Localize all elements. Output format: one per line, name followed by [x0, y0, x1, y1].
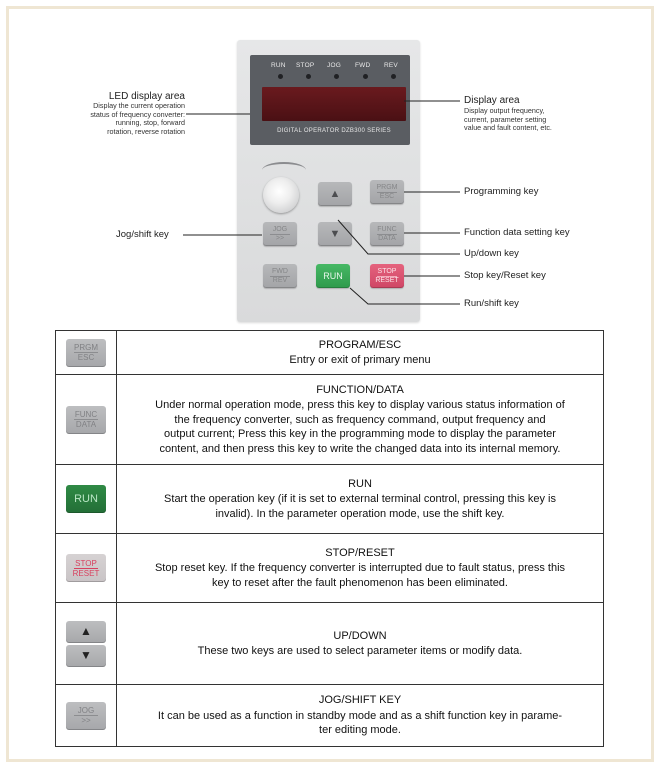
run-key-image — [66, 485, 106, 513]
key-top-label: FWD — [272, 267, 288, 275]
key-image-cell — [56, 685, 117, 747]
callout-line-runshift — [350, 288, 460, 304]
key-top-label: FUNC — [377, 225, 397, 233]
up-arrow-icon: ▲ — [329, 188, 341, 200]
description-cell — [117, 603, 604, 685]
callout-line-updown — [338, 220, 460, 254]
key-bottom-label: RESET — [72, 568, 100, 578]
description-cell — [117, 685, 604, 747]
key-bottom-label: ESC — [77, 353, 95, 362]
row-text-line: Entry or exit of primary menu — [289, 354, 431, 366]
key-top-label: STOP — [75, 558, 97, 568]
display-area-title: Display area — [464, 95, 520, 106]
key-top-label: FUNC — [74, 410, 98, 419]
function-key-annotation: Function data setting key — [464, 227, 570, 238]
indicator-jog-label: JOG — [327, 62, 341, 69]
row-text-line: These two keys are used to select parameter items or modify data. — [197, 645, 523, 657]
key-function-table — [55, 330, 604, 747]
key-top-label: PRGM — [74, 343, 98, 352]
jog-shift-annotation: Jog/shift key — [116, 229, 169, 240]
display-desc-line: current, parameter setting — [464, 114, 547, 124]
row-text-line: the frequency converter, such as frequency command, output frequency and — [174, 413, 546, 426]
key-image-cell — [56, 375, 117, 465]
stop-reset-key-image — [66, 554, 106, 582]
key-image-cell — [56, 534, 117, 603]
description-cell — [117, 534, 604, 603]
description-cell — [117, 375, 604, 465]
down-arrow-icon: ▼ — [329, 228, 341, 240]
table-row-run — [56, 465, 604, 534]
row-text-line: Stop reset key. If the frequency converter is interrupted due to fault status, press this — [154, 562, 566, 575]
row-title: UP/DOWN — [333, 629, 387, 642]
operator-diagram — [0, 0, 660, 326]
row-text-line: output current; Press this key in the programming mode to display the parameter — [164, 428, 556, 441]
led-display-area-title: LED display area — [108, 91, 185, 102]
up-key-image — [66, 621, 106, 643]
key-image-cell — [56, 603, 117, 685]
programming-key-annotation: Programming key — [464, 186, 539, 197]
row-text-line: Start the operation key (if it is set to external terminal control, pressing this key is — [164, 493, 556, 506]
row-text-line: Under normal operation mode, press this key to display various status information of — [155, 399, 565, 412]
led-desc-line: Display the current operation — [93, 101, 185, 110]
key-bottom-label: DATA — [75, 420, 97, 429]
series-label: DIGITAL OPERATOR DZB300 SERIES — [277, 128, 391, 134]
display-area-desc — [464, 107, 552, 133]
key-top-label: STOP — [377, 267, 397, 275]
led-desc-line: rotation, reverse rotation — [107, 126, 185, 136]
description-cell — [117, 465, 604, 534]
indicator-fwd-label: FWD — [355, 62, 371, 69]
indicator-stop-label: STOP — [296, 62, 315, 69]
up-arrow-icon: ▲ — [80, 624, 92, 638]
row-text-line: content, and then press this key to write the changed data into its internal memory. — [159, 442, 561, 455]
display-desc-line: Display output frequency, — [464, 106, 545, 115]
stop-reset-annotation: Stop key/Reset key — [464, 270, 546, 281]
key-top-label: JOG — [272, 225, 288, 233]
row-title: STOP/RESET — [325, 546, 395, 559]
key-top-label: PRGM — [376, 183, 398, 191]
down-arrow-icon: ▼ — [80, 648, 92, 662]
func-data-key-image — [66, 406, 106, 434]
key-image-cell — [56, 465, 117, 534]
row-title: PROGRAM/ESC — [318, 338, 402, 351]
key-bottom-label: REV — [272, 276, 288, 284]
key-bottom-label: >> — [275, 234, 285, 242]
row-text-line: key to reset after the fault phenomenon has been eliminated. — [212, 576, 508, 589]
key-bottom-label: RESET — [375, 276, 399, 284]
run-shift-annotation: Run/shift key — [464, 298, 519, 309]
table-row-function-data — [56, 375, 604, 465]
prgm-esc-key-image — [66, 339, 106, 367]
key-image-cell — [56, 331, 117, 375]
table-row-up-down — [56, 603, 604, 685]
row-text-line: invalid). In the parameter operation mode, use the shift key. — [215, 507, 505, 520]
row-title: RUN — [348, 477, 372, 490]
key-bottom-label: DATA — [378, 234, 396, 242]
indicator-rev-label: REV — [384, 62, 398, 69]
callout-lines — [0, 0, 660, 326]
row-title: FUNCTION/DATA — [316, 383, 404, 396]
key-top-label: JOG — [77, 706, 95, 715]
led-display-area-desc — [50, 102, 185, 136]
row-title: JOG/SHIFT KEY — [318, 694, 402, 707]
table-row-program-esc — [56, 331, 604, 375]
table-row-jog-shift — [56, 685, 604, 747]
jog-shift-key-image — [66, 702, 106, 730]
row-text-line: ter editing mode. — [319, 724, 401, 737]
key-label: RUN — [323, 271, 343, 281]
led-desc-line: running, stop, forward — [115, 118, 185, 128]
indicator-run-label: RUN — [271, 62, 286, 69]
description-cell — [117, 331, 604, 375]
table-row-stop-reset — [56, 534, 604, 603]
updown-key-annotation: Up/down key — [464, 248, 519, 259]
row-text-line: It can be used as a function in standby mode and as a shift function key in parame- — [157, 709, 563, 722]
down-key-image — [66, 645, 106, 667]
key-bottom-label: >> — [81, 716, 91, 725]
led-desc-line: status of frequency converter: — [90, 109, 185, 119]
display-desc-line: value and fault content, etc. — [464, 123, 552, 133]
key-label: RUN — [74, 492, 98, 505]
key-bottom-label: ESC — [379, 192, 395, 200]
